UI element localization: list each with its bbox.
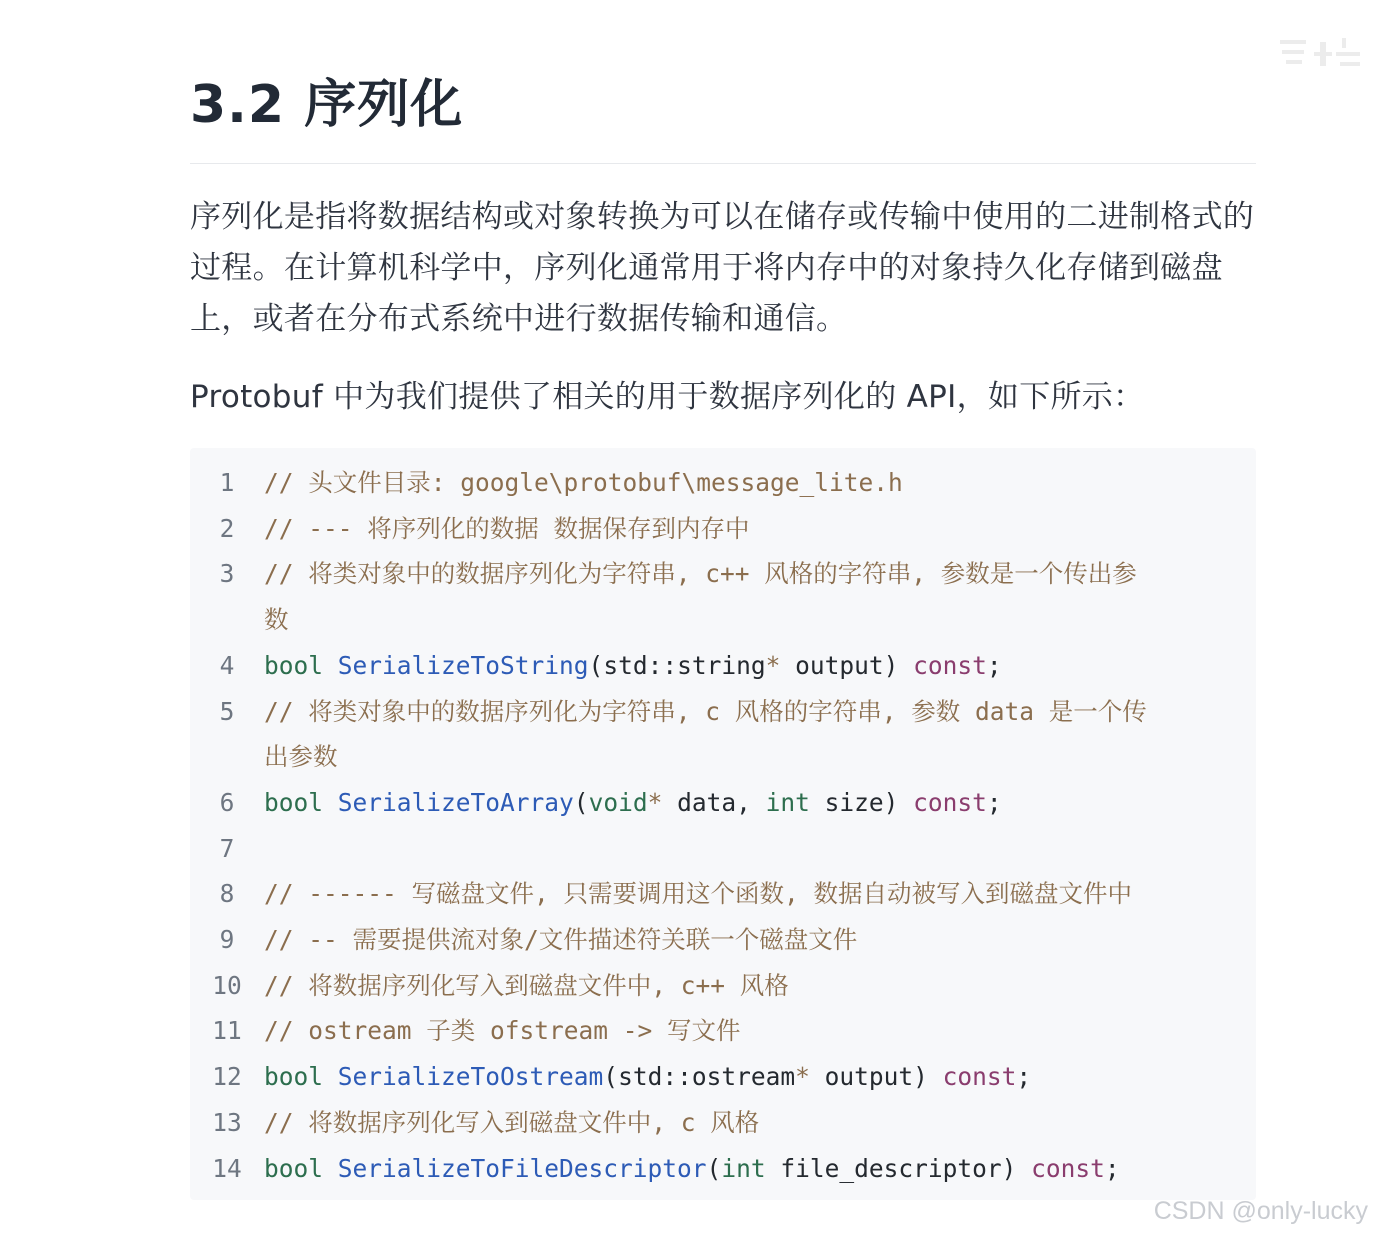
code-comment: // --- 将序列化的数据 数据保存到内存中	[264, 513, 750, 543]
line-number: 11	[212, 1016, 242, 1046]
keyword-const: const	[913, 787, 987, 817]
param-name: size	[809, 787, 884, 817]
watermark-logo-icon	[1276, 32, 1368, 80]
function-name: SerializeToOstream	[337, 1062, 604, 1092]
line-number: 6	[219, 787, 235, 817]
keyword-const: const	[1031, 1153, 1105, 1183]
code-line-wrap	[190, 597, 1256, 643]
keyword-bool: bool	[264, 787, 324, 817]
code-line	[190, 826, 1256, 872]
code-comment: // ostream 子类 ofstream -> 写文件	[264, 1016, 741, 1046]
function-name: SerializeToString	[337, 650, 589, 680]
code-line	[190, 1100, 1256, 1146]
code-comment: // 头文件目录: google\protobuf\message_lite.h	[264, 468, 903, 497]
line-number: 7	[219, 833, 235, 863]
code-line: 6 bool SerializeToArray(void* data, int size) const;	[190, 780, 1256, 826]
code-comment: // 将数据序列化写入到磁盘文件中, c 风格	[264, 1107, 760, 1137]
keyword-bool: bool	[264, 650, 324, 680]
code-line	[190, 460, 1256, 506]
code-line-wrap	[190, 734, 1256, 780]
param-type: std::string	[603, 650, 766, 680]
code-block[interactable]	[190, 448, 1256, 1200]
line-number: 10	[212, 970, 242, 1000]
function-name: SerializeToFileDescriptor	[337, 1153, 707, 1183]
param-type: int	[765, 787, 810, 817]
heading-divider	[190, 163, 1256, 164]
csdn-watermark: CSDN @only-lucky	[1153, 1197, 1368, 1225]
paragraph-serialization-intro: 序列化是指将数据结构或对象转换为可以在储存或传输中使用的二进制格式的过程。在计算机科学中，序列化通常用于将内存中的对象持久化存储到磁盘上，或者在分布式系统中进行数据传输和通信。	[190, 199, 1255, 337]
line-number: 13	[212, 1107, 242, 1137]
line-number: 1	[219, 468, 235, 497]
watermark-glyph-icon	[1276, 32, 1368, 80]
code-line: 14 bool SerializeToFileDescriptor(int file_descriptor) const;	[190, 1146, 1256, 1192]
code-comment: // -- 需要提供流对象/文件描述符关联一个磁盘文件	[264, 925, 858, 955]
param-name: output	[780, 650, 884, 680]
paragraph-protobuf-api: Protobuf 中为我们提供了相关的用于数据序列化的 API，如下所示：	[190, 379, 1145, 415]
code-line: 12 bool SerializeToOstream(std::ostream* output) const;	[190, 1054, 1256, 1100]
code-line	[190, 871, 1256, 917]
code-comment-continuation: 出参数	[264, 742, 338, 772]
code-line	[190, 689, 1256, 735]
param-name: file_descriptor	[765, 1153, 1002, 1183]
line-number: 14	[212, 1153, 242, 1183]
code-line	[190, 1008, 1256, 1054]
keyword-const: const	[913, 650, 987, 680]
article	[190, 0, 1256, 1183]
code-line	[190, 917, 1256, 963]
code-line	[190, 506, 1256, 552]
code-comment: // 将类对象中的数据序列化为字符串, c 风格的字符串, 参数 data 是一个传	[264, 696, 1147, 726]
line-number: 12	[212, 1062, 242, 1092]
code-comment: // 将类对象中的数据序列化为字符串, c++ 风格的字符串, 参数是一个传出参	[264, 559, 1137, 589]
code-empty	[264, 826, 1256, 872]
code-line	[190, 551, 1256, 597]
section-heading: 3.2 序列化	[190, 75, 464, 135]
line-number: 9	[219, 925, 235, 955]
param-type: std::ostream	[618, 1062, 796, 1092]
line-number: 3	[219, 559, 235, 589]
code-comment: // 将数据序列化写入到磁盘文件中, c++ 风格	[264, 970, 789, 1000]
line-number: 2	[219, 513, 235, 543]
param-type: int	[721, 1153, 766, 1183]
param-type: void	[588, 787, 648, 817]
code-line: 4 bool SerializeToString(std::string* output) const;	[190, 643, 1256, 689]
keyword-const: const	[942, 1062, 1017, 1092]
line-number: 4	[219, 650, 235, 680]
code-comment: // ------ 写磁盘文件, 只需要调用这个函数, 数据自动被写入到磁盘文件中	[264, 879, 1133, 909]
line-number: 5	[219, 696, 235, 726]
line-number: 8	[219, 879, 235, 909]
param-name: data,	[662, 787, 766, 817]
keyword-bool: bool	[264, 1062, 324, 1092]
code-line	[190, 963, 1256, 1009]
function-name: SerializeToArray	[337, 787, 574, 817]
keyword-bool: bool	[264, 1153, 324, 1183]
param-name: output	[809, 1062, 914, 1092]
code-comment-continuation: 数	[264, 605, 289, 635]
